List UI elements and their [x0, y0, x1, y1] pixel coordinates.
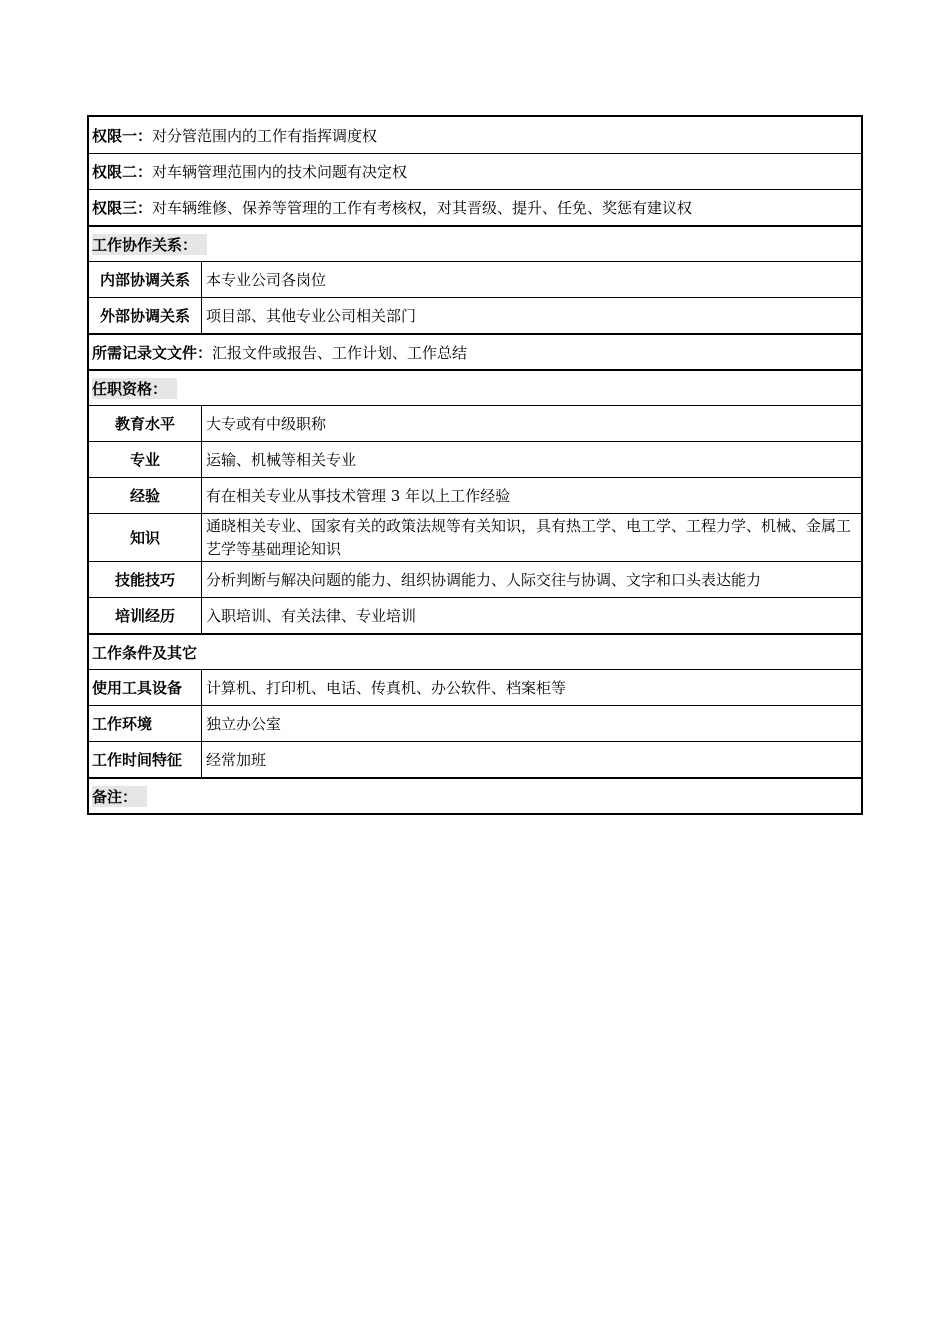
section-header-qualifications	[89, 369, 861, 405]
row-value: 入职培训、有关法律、专业培训	[206, 607, 417, 625]
table-row	[89, 297, 861, 333]
authority-row-1	[89, 117, 861, 153]
row-value: 独立办公室	[206, 715, 282, 733]
row-label: 知识	[89, 514, 202, 561]
table-row	[89, 741, 861, 777]
job-description-table	[87, 115, 863, 815]
authority-label: 权限一：	[92, 126, 153, 145]
row-label: 外部协调关系	[89, 298, 202, 333]
table-row	[89, 441, 861, 477]
authority-row-2	[89, 153, 861, 189]
table-row	[89, 705, 861, 741]
table-row	[89, 597, 861, 633]
authority-row-3	[89, 189, 861, 225]
row-value: 通晓相关专业、国家有关的政策法规等有关知识，具有热工学、电工学、工程力学、机械、金属工艺学等基础理论知识	[206, 516, 852, 558]
section-title: 工作协作关系：	[92, 234, 207, 255]
authority-label: 权限二：	[92, 163, 153, 181]
section-title: 工作条件及其它	[92, 643, 198, 662]
section-header-conditions	[89, 633, 861, 669]
row-value: 经常加班	[206, 751, 267, 769]
row-value: 大专或有中级职称	[206, 415, 327, 433]
records-value: 汇报文件或报告、工作计划、工作总结	[212, 343, 468, 362]
notes-label: 备注：	[92, 786, 147, 807]
row-label: 教育水平	[89, 406, 202, 441]
authority-text: 对车辆管理范围内的技术问题有决定权	[152, 163, 408, 181]
row-label: 经验	[89, 478, 202, 513]
row-value: 本专业公司各岗位	[206, 271, 327, 289]
authority-text: 对车辆维修、保养等管理的工作有考核权，对其晋级、提升、任免、奖惩有建议权	[152, 199, 693, 217]
row-value: 计算机、打印机、电话、传真机、办公软件、档案柜等	[206, 679, 567, 697]
row-label: 工作时间特征	[89, 742, 202, 777]
row-label: 专业	[89, 442, 202, 477]
table-row	[89, 513, 861, 561]
records-label: 所需记录文文件：	[92, 343, 213, 362]
table-row	[89, 669, 861, 705]
authority-label: 权限三：	[92, 199, 153, 217]
row-label: 技能技巧	[89, 562, 202, 597]
authority-text: 对分管范围内的工作有指挥调度权	[152, 126, 378, 145]
section-header-collaboration	[89, 225, 861, 261]
row-label: 培训经历	[89, 598, 202, 633]
row-value: 项目部、其他专业公司相关部门	[206, 307, 417, 325]
table-row	[89, 261, 861, 297]
row-value: 运输、机械等相关专业	[206, 451, 357, 469]
notes-row	[89, 777, 861, 813]
table-row	[89, 561, 861, 597]
table-row	[89, 405, 861, 441]
row-label: 内部协调关系	[89, 262, 202, 297]
section-title: 任职资格：	[92, 378, 177, 399]
row-value: 分析判断与解决问题的能力、组织协调能力、人际交往与协调、文字和口头表达能力	[206, 571, 762, 589]
table-row	[89, 477, 861, 513]
row-label: 工作环境	[89, 706, 202, 741]
row-label: 使用工具设备	[89, 670, 202, 705]
records-row	[89, 333, 861, 369]
row-value: 有在相关专业从事技术管理 3 年以上工作经验	[206, 487, 511, 505]
